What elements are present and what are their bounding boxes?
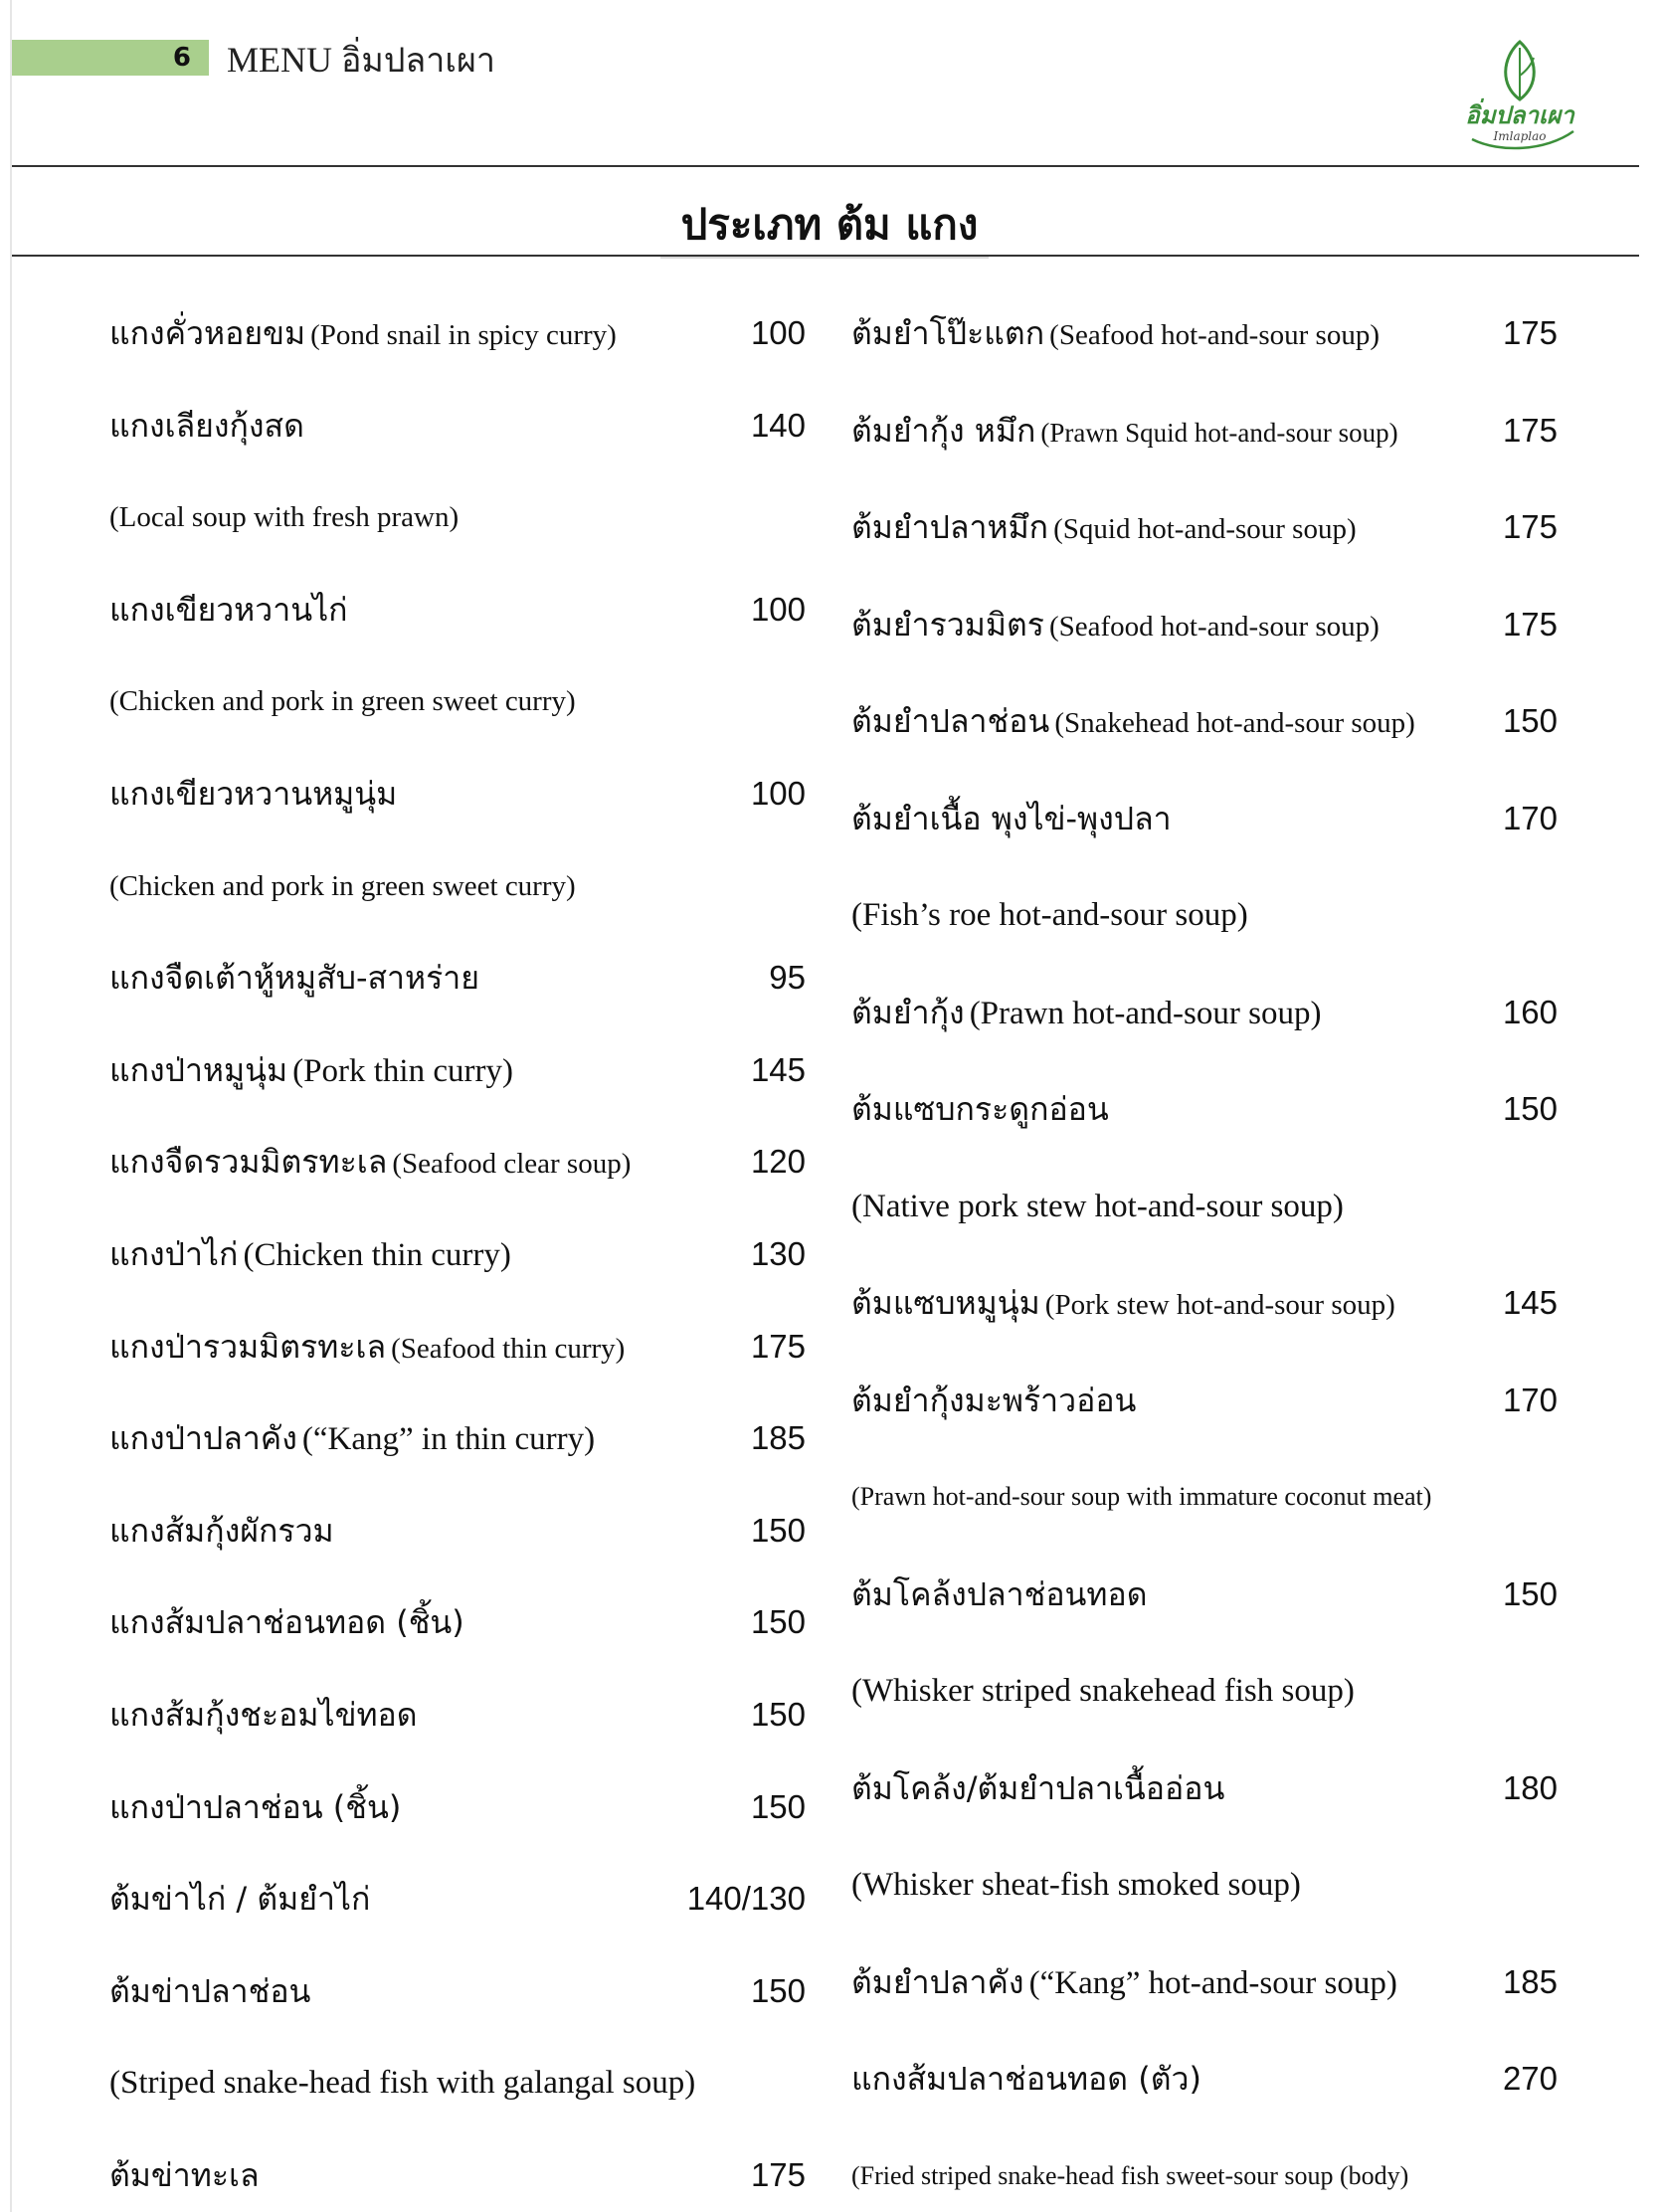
menu-item-name bbox=[851, 1957, 1503, 2008]
menu-item-price: 170 bbox=[1502, 1382, 1558, 1418]
menu-item-price: 130 bbox=[750, 1235, 806, 1272]
menu-item-thai-name: ต้มแซบหมูนุ่ม bbox=[851, 1283, 1040, 1322]
menu-item-thai-name: แกงป่ารวมมิตรทะเล bbox=[109, 1327, 387, 1366]
menu-item-thai-name: แกงป่าปลาช่อน (ชิ้น) bbox=[109, 1787, 402, 1826]
menu-item-english-name: (Seafood thin curry) bbox=[391, 1332, 626, 1365]
menu-item-thai-name: แกงเลียงกุ้งสด bbox=[109, 406, 304, 445]
menu-item bbox=[851, 1371, 1558, 1430]
menu-item bbox=[851, 1079, 1558, 1139]
menu-item-thai-name: แกงป่าไก่ bbox=[109, 1234, 239, 1273]
menu-item-price: 100 bbox=[750, 775, 806, 812]
menu-item-price: 175 bbox=[1502, 314, 1558, 351]
page-edge bbox=[10, 0, 12, 2212]
menu-item-thai-name: ต้มยำปลาคัง bbox=[851, 1962, 1024, 2001]
menu-item bbox=[109, 396, 806, 456]
menu-item-thai-name: แกงคั่วหอยขม bbox=[109, 313, 306, 352]
menu-item-name bbox=[109, 401, 751, 452]
menu-item-description bbox=[851, 1855, 1558, 1915]
header-title bbox=[227, 36, 495, 85]
menu-item-english-name: (Seafood clear soup) bbox=[392, 1147, 632, 1180]
menu-item bbox=[851, 595, 1558, 654]
menu-item-name bbox=[109, 2150, 751, 2201]
menu-item-thai-name: ต้มโคล้งปลาช่อนทอด bbox=[851, 1574, 1148, 1613]
menu-item-price: 175 bbox=[1502, 606, 1558, 643]
menu-item-english-line: (Striped snake-head fish with galangal soup) bbox=[109, 2064, 696, 2101]
menu-item-english-line: (Fried striped snake-head fish sweet-sour soup (body) bbox=[851, 2161, 1409, 2190]
menu-item-english-line: (Native pork stew hot-and-sour soup) bbox=[851, 1188, 1344, 1224]
menu-item-price: 170 bbox=[1502, 800, 1558, 836]
menu-item-thai-name: ต้มยำรวมมิตร bbox=[851, 605, 1044, 644]
menu-item-name bbox=[109, 1782, 751, 1833]
menu-item-english-name: (Chicken thin curry) bbox=[243, 1236, 511, 1273]
menu-item-name bbox=[109, 769, 751, 820]
menu-item-thai-name: ต้มข่าไก่ / ต้มยำไก่ bbox=[109, 1879, 371, 1918]
menu-item-thai-name: แกงส้มกุ้งชะอมไข่ทอด bbox=[109, 1695, 418, 1734]
menu-item bbox=[851, 1273, 1558, 1333]
menu-item-price: 100 bbox=[750, 591, 806, 628]
menu-item-english-name: (Prawn hot-and-sour soup) bbox=[969, 995, 1322, 1031]
menu-item-name bbox=[851, 696, 1503, 747]
menu-item-thai-name: แกงจืดรวมมิตรทะเล bbox=[109, 1142, 388, 1181]
menu-item-thai-name: ต้มแซบกระดูกอ่อน bbox=[851, 1089, 1109, 1128]
menu-item-english-name: (Pork thin curry) bbox=[292, 1052, 513, 1089]
menu-item bbox=[851, 691, 1558, 751]
menu-item-price: 185 bbox=[1502, 1963, 1558, 2000]
menu-item-thai-name: ต้มยำกุ้ง หมึก bbox=[851, 411, 1036, 450]
menu-item-thai-name: แกงเขียวหวานไก่ bbox=[109, 590, 348, 629]
menu-item-english-name: (Pond snail in spicy curry) bbox=[310, 318, 617, 351]
menu-item-price: 145 bbox=[750, 1051, 806, 1088]
menu-item-name bbox=[851, 988, 1503, 1038]
menu-item-thai-name: แกงส้มกุ้งผักรวม bbox=[109, 1511, 334, 1550]
menu-item-name bbox=[109, 1966, 751, 2017]
menu-item bbox=[109, 1501, 806, 1561]
menu-item bbox=[109, 764, 806, 824]
header-title-en: MENU bbox=[227, 40, 332, 80]
menu-item-name bbox=[109, 1413, 751, 1464]
menu-item-name bbox=[851, 1278, 1503, 1329]
menu-item-price: 145 bbox=[1502, 1284, 1558, 1321]
menu-item bbox=[109, 1685, 806, 1745]
menu-item-english-line: (Prawn hot-and-sour soup with immature coconut meat) bbox=[851, 1482, 1432, 1511]
header-title-th: อิ่มปลาเผา bbox=[341, 41, 495, 81]
menu-item bbox=[109, 1132, 806, 1192]
menu-item-english-line: (Whisker striped snakehead fish soup) bbox=[851, 1672, 1355, 1709]
header-divider bbox=[12, 165, 1639, 167]
menu-item-name bbox=[851, 502, 1503, 553]
menu-item bbox=[109, 303, 806, 363]
menu-item-price: 150 bbox=[750, 1512, 806, 1549]
menu-item-price: 175 bbox=[1502, 412, 1558, 449]
menu-item bbox=[109, 1777, 806, 1837]
menu-item-price: 150 bbox=[750, 1696, 806, 1733]
menu-item-name bbox=[851, 2054, 1503, 2105]
menu-item-thai-name: ต้มข่าปลาช่อน bbox=[109, 1971, 311, 2010]
menu-item-name bbox=[109, 1597, 751, 1648]
menu-item-name bbox=[109, 1506, 751, 1557]
section-title: ประเภท ต้ม แกง bbox=[680, 200, 979, 249]
menu-item bbox=[109, 1961, 806, 2021]
menu-item-name bbox=[851, 1084, 1503, 1135]
menu-item-name bbox=[109, 953, 769, 1004]
menu-item-price: 140/130 bbox=[686, 1880, 806, 1917]
menu-item-thai-name: ต้มข่าทะเล bbox=[109, 2155, 260, 2194]
menu-item-english-name: (Squid hot-and-sour soup) bbox=[1053, 512, 1357, 545]
menu-item-name bbox=[851, 1763, 1503, 1814]
menu-item bbox=[109, 1224, 806, 1284]
menu-item-name bbox=[851, 1376, 1503, 1426]
menu-item-name bbox=[851, 600, 1503, 650]
menu-item bbox=[109, 948, 806, 1008]
menu-item-english-name: (Pork stew hot-and-sour soup) bbox=[1044, 1288, 1395, 1321]
menu-item-name bbox=[109, 1874, 687, 1925]
section-divider-shadow bbox=[660, 257, 989, 259]
menu-item-thai-name: แกงป่าปลาคัง bbox=[109, 1418, 297, 1457]
menu-item-thai-name: แกงจืดเต้าหู้หมูสับ-สาหร่าย bbox=[109, 958, 480, 997]
menu-item-english-line: (Chicken and pork in green sweet curry) bbox=[109, 869, 576, 902]
menu-item-english-line: (Fish’s roe hot-and-sour soup) bbox=[851, 896, 1248, 933]
menu-item-english-line: (Whisker sheat-fish smoked soup) bbox=[851, 1866, 1301, 1903]
menu-item-thai-name: ต้มยำโป๊ะแตก bbox=[851, 313, 1045, 352]
menu-item bbox=[851, 1952, 1558, 2012]
menu-item-price: 140 bbox=[750, 407, 806, 444]
menu-item-english-name: (Seafood hot-and-sour soup) bbox=[1049, 610, 1380, 643]
menu-item bbox=[109, 580, 806, 640]
menu-item-name bbox=[109, 1229, 751, 1280]
menu-item-description bbox=[851, 2146, 1558, 2206]
menu-item-price: 150 bbox=[750, 1603, 806, 1640]
menu-item bbox=[851, 2049, 1558, 2109]
menu-item bbox=[851, 983, 1558, 1042]
menu-item-english-name: (“Kang” in thin curry) bbox=[301, 1420, 596, 1457]
menu-item-price: 180 bbox=[1502, 1769, 1558, 1806]
menu-item-name bbox=[851, 1569, 1503, 1620]
menu-item-thai-name: แกงส้มปลาช่อนทอด (ชิ้น) bbox=[109, 1602, 464, 1641]
menu-item bbox=[109, 1869, 806, 1929]
menu-item-thai-name: ต้มยำปลาหมึก bbox=[851, 507, 1049, 546]
menu-item-english-name: (“Kang” hot-and-sour soup) bbox=[1028, 1964, 1397, 2001]
menu-item bbox=[851, 1565, 1558, 1624]
menu-item-price: 95 bbox=[769, 959, 806, 996]
menu-item-price: 100 bbox=[750, 314, 806, 351]
menu-item-english-line: (Chicken and pork in green sweet curry) bbox=[109, 684, 576, 717]
menu-item-name bbox=[851, 308, 1503, 359]
menu-item-name bbox=[109, 1690, 751, 1741]
menu-item-price: 160 bbox=[1502, 994, 1558, 1030]
menu-item-thai-name: ต้มยำปลาช่อน bbox=[851, 701, 1050, 740]
menu-item-description bbox=[109, 2053, 806, 2113]
menu-item bbox=[851, 497, 1558, 557]
menu-item-price: 175 bbox=[1502, 508, 1558, 545]
menu-item-price: 150 bbox=[1502, 1090, 1558, 1127]
page-number-tab bbox=[12, 40, 209, 76]
menu-item-name bbox=[109, 308, 751, 359]
menu-item-price: 150 bbox=[1502, 702, 1558, 739]
menu-item-english-name: (Snakehead hot-and-sour soup) bbox=[1054, 706, 1415, 739]
logo-text: อิ่มปลาเผา bbox=[1465, 101, 1574, 129]
menu-item-name bbox=[109, 1322, 751, 1373]
menu-item-name bbox=[851, 794, 1503, 844]
menu-item bbox=[851, 401, 1558, 461]
menu-item-description bbox=[109, 856, 806, 916]
menu-item-price: 150 bbox=[750, 1788, 806, 1825]
logo-subtext: Imlaplao bbox=[1493, 129, 1547, 143]
menu-item-price: 150 bbox=[1502, 1575, 1558, 1612]
menu-item bbox=[851, 303, 1558, 363]
menu-item-price: 120 bbox=[750, 1143, 806, 1180]
page-number: 6 bbox=[172, 43, 191, 73]
menu-item-name bbox=[109, 585, 751, 636]
menu-item-description bbox=[851, 1177, 1558, 1236]
menu-item-english-line: (Local soup with fresh prawn) bbox=[109, 500, 460, 533]
menu-item-thai-name: แกงเขียวหวานหมูนุ่ม bbox=[109, 774, 398, 813]
menu-item-description bbox=[851, 885, 1558, 945]
menu-item bbox=[109, 1592, 806, 1652]
menu-item-price: 175 bbox=[750, 1328, 806, 1365]
menu-item-description bbox=[109, 487, 806, 547]
menu-item bbox=[109, 2145, 806, 2205]
menu-item-description bbox=[109, 671, 806, 731]
menu-item-thai-name: ต้มยำกุ้ง bbox=[851, 993, 965, 1031]
menu-item-name bbox=[109, 1137, 751, 1188]
menu-item-description bbox=[851, 1661, 1558, 1721]
menu-item-price: 185 bbox=[750, 1419, 806, 1456]
menu-item-price: 175 bbox=[750, 2156, 806, 2193]
menu-item-thai-name: ต้มยำกุ้งมะพร้าวอ่อน bbox=[851, 1381, 1137, 1419]
menu-item-description bbox=[851, 1467, 1558, 1527]
menu-item-english-name: (Seafood hot-and-sour soup) bbox=[1049, 318, 1380, 351]
menu-item-price: 150 bbox=[750, 1972, 806, 2009]
restaurant-logo bbox=[1450, 36, 1589, 161]
menu-item bbox=[109, 1317, 806, 1377]
menu-item bbox=[851, 789, 1558, 848]
menu-item-price: 270 bbox=[1502, 2060, 1558, 2097]
page-header bbox=[0, 0, 1659, 167]
menu-item-thai-name: แกงป่าหมูนุ่ม bbox=[109, 1050, 288, 1089]
menu-item bbox=[109, 1408, 806, 1468]
menu-item-name bbox=[851, 406, 1503, 457]
menu-item-name bbox=[109, 1045, 751, 1096]
menu-item-thai-name: ต้มยำเนื้อ พุงไข่-พุงปลา bbox=[851, 799, 1172, 837]
menu-item-thai-name: ต้มโคล้ง/ต้มยำปลาเนื้ออ่อน bbox=[851, 1768, 1225, 1807]
menu-item bbox=[851, 1758, 1558, 1818]
menu-item-english-name: (Prawn Squid hot-and-sour soup) bbox=[1040, 417, 1398, 448]
menu-item bbox=[109, 1040, 806, 1100]
menu-item-thai-name: แกงส้มปลาช่อนทอด (ตัว) bbox=[851, 2059, 1201, 2098]
